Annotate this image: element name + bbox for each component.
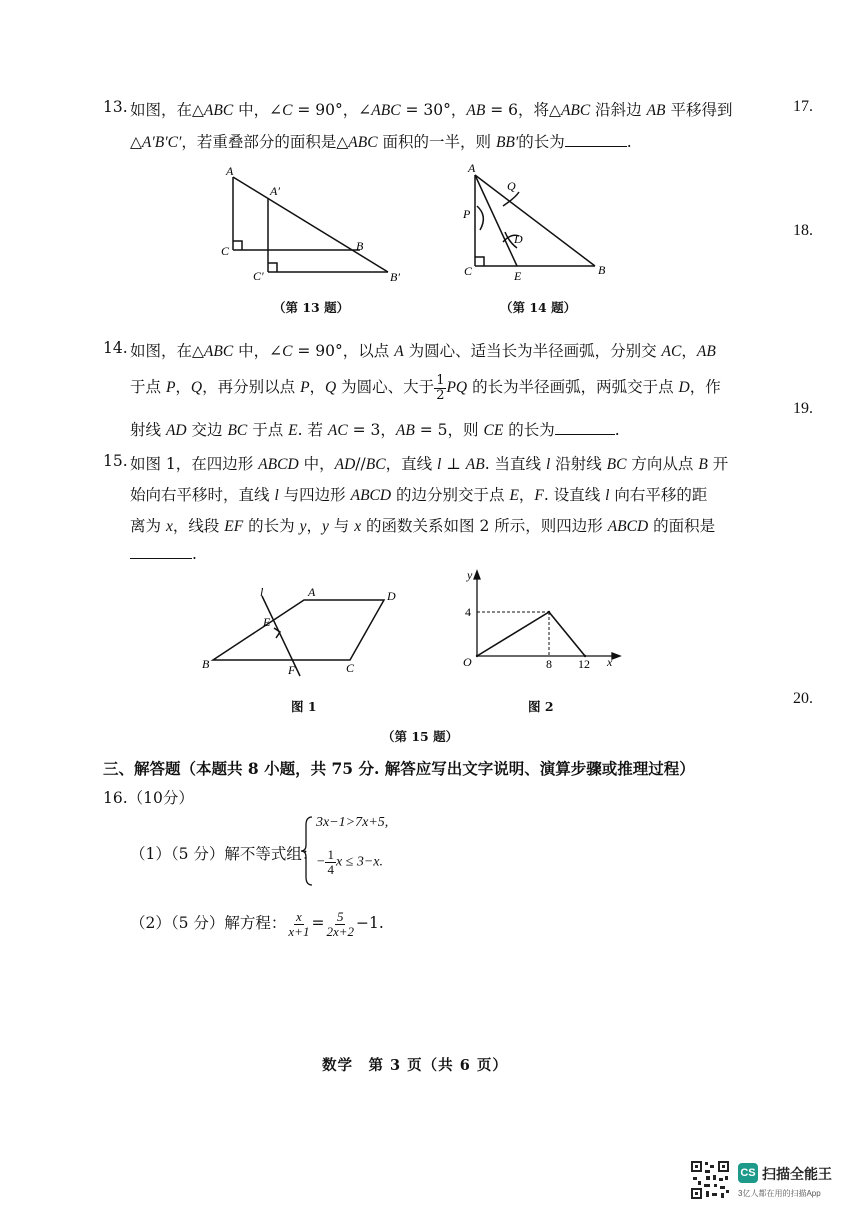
right-angle-C1 — [268, 263, 277, 272]
question-16-part-1-label: （1）（5 分）解不等式组： — [130, 845, 318, 863]
label-P: P — [463, 207, 471, 221]
system-inequality-1: 3x−1>7x+5, — [316, 815, 389, 830]
answer-blank — [555, 433, 615, 435]
answer-blank — [565, 145, 627, 147]
label-A: A — [308, 585, 316, 599]
y-axis-label: y — [467, 568, 473, 582]
right-angle-C — [233, 241, 242, 250]
label-Q: Q — [507, 179, 516, 193]
question-14-line-3: 射线 AD 交边 BC 于点 E. 若 AC = 3，AB = 5，则 CE 的长为 . — [130, 421, 620, 439]
origin-label: O — [463, 655, 472, 669]
label-D: D — [387, 589, 396, 603]
label-C: C — [221, 244, 230, 258]
label-A-prime: A′ — [270, 184, 280, 198]
figure-14-caption: （第 14 题） — [500, 300, 577, 315]
question-16-part-2: （2）（5 分）解方程： $\frac{x}{x+1}$ = $\frac{5}{2x+2}$ −1. — [130, 909, 384, 939]
arc-P — [477, 206, 483, 230]
x-tick-8: 8 — [546, 657, 552, 671]
question-15-line-3: 离为 x，线段 EF 的长为 y，y 与 x 的函数关系如图 2 所示，则四边形 ABCD 的面积是 — [130, 517, 716, 535]
label-E: E — [514, 269, 522, 283]
scanner-brand-name: 扫描全能王 — [762, 1166, 832, 1182]
qr-code-icon — [690, 1160, 730, 1200]
y-tick-4: 4 — [465, 605, 471, 619]
data-point — [476, 655, 478, 657]
question-14-number: 14. — [103, 339, 128, 357]
question-15-line-1: 如图 1，在四边形 ABCD 中，AD//BC，直线 l ⊥ AB. 当直线 l 沿射线 BC 方向从点 B 开 — [130, 455, 729, 473]
figure-15-2-chart — [460, 568, 625, 678]
system-brace — [300, 815, 314, 887]
label-B-prime: B′ — [390, 270, 400, 284]
figure-14 — [455, 158, 615, 283]
data-point — [548, 611, 550, 613]
system-inequality-2: − $\frac{1}{4}$ x ≤ 3−x. — [316, 847, 384, 877]
label-B: B — [598, 263, 606, 277]
fraction-one-half: $\frac{1}{2}$ — [436, 373, 445, 403]
x-axis-label: x — [607, 655, 613, 669]
label-A: A — [226, 164, 234, 178]
question-15-line-2: 始向右平移时，直线 l 与四边形 ABCD 的边分别交于点 E，F. 设直线 l 向右平移的距 — [130, 486, 708, 504]
scanner-tagline: 3亿人都在用的扫描App — [738, 1189, 821, 1198]
edge-AB-extended — [233, 177, 388, 272]
scanner-logo-icon: CS — [738, 1163, 758, 1183]
question-13-line-1: 如图，在△ABC 中，∠C = 90°，∠ABC = 30°，AB = 6，将△ABC 沿斜边 AB 平移得到 — [130, 101, 733, 119]
label-D: D — [514, 232, 523, 246]
y-axis-arrow — [474, 571, 480, 579]
question-15-number: 15. — [103, 452, 128, 470]
question-14-line-1: 如图，在△ABC 中，∠C = 90°，以点 A 为圆心、适当长为半径画弧，分别交 AC，AB — [130, 342, 716, 360]
label-B: B — [202, 657, 210, 671]
question-15-line-4: . — [130, 545, 197, 563]
figure-15-1 — [198, 580, 408, 680]
figure-15-caption: （第 15 题） — [382, 729, 459, 744]
figure-13-caption: （第 13 题） — [273, 300, 350, 315]
x-axis-arrow — [612, 653, 620, 659]
right-angle-C — [475, 257, 484, 266]
page-footer: 数学 第 3 页（共 6 页） — [322, 1057, 508, 1074]
label-A: A — [468, 161, 476, 175]
figure-15-2-caption: 图 2 — [528, 699, 554, 714]
side-number-19: 19. — [793, 400, 813, 417]
x-tick-12: 12 — [578, 657, 590, 671]
function-line — [477, 612, 585, 656]
right-angle-E — [274, 628, 280, 638]
label-B: B — [356, 239, 364, 253]
label-E: E — [263, 615, 271, 629]
label-l: l — [260, 585, 264, 599]
label-F: F — [288, 663, 296, 677]
figure-13 — [210, 160, 415, 290]
question-16-header: 16.（10分） — [103, 789, 194, 807]
section-3-title: 三、解答题（本题共 8 小题，共 75 分. 解答应写出文字说明、演算步骤或推理过程） — [103, 759, 695, 778]
question-14-line-2: 于点 P，Q，再分别以点 P，Q 为圆心、大于 $\frac{1}{2}$ PQ 的长为半径画弧，两弧交于点 D，作 — [130, 373, 721, 403]
edge-AB — [475, 175, 595, 266]
arc-Q — [503, 192, 519, 206]
question-13-line-2: △A′B′C′，若重叠部分的面积是△ABC 面积的一半，则 BB′的长为 . — [130, 133, 632, 151]
figure-15-1-caption: 图 1 — [291, 699, 317, 714]
side-number-17: 17. — [793, 98, 813, 115]
label-C: C — [464, 264, 473, 278]
label-C: C — [346, 661, 355, 675]
answer-blank — [130, 557, 192, 559]
side-number-18: 18. — [793, 222, 813, 239]
label-C-prime: C′ — [253, 269, 264, 283]
side-number-20: 20. — [793, 690, 813, 707]
question-13-number: 13. — [103, 98, 128, 116]
quadrilateral-ABCD — [213, 600, 384, 660]
